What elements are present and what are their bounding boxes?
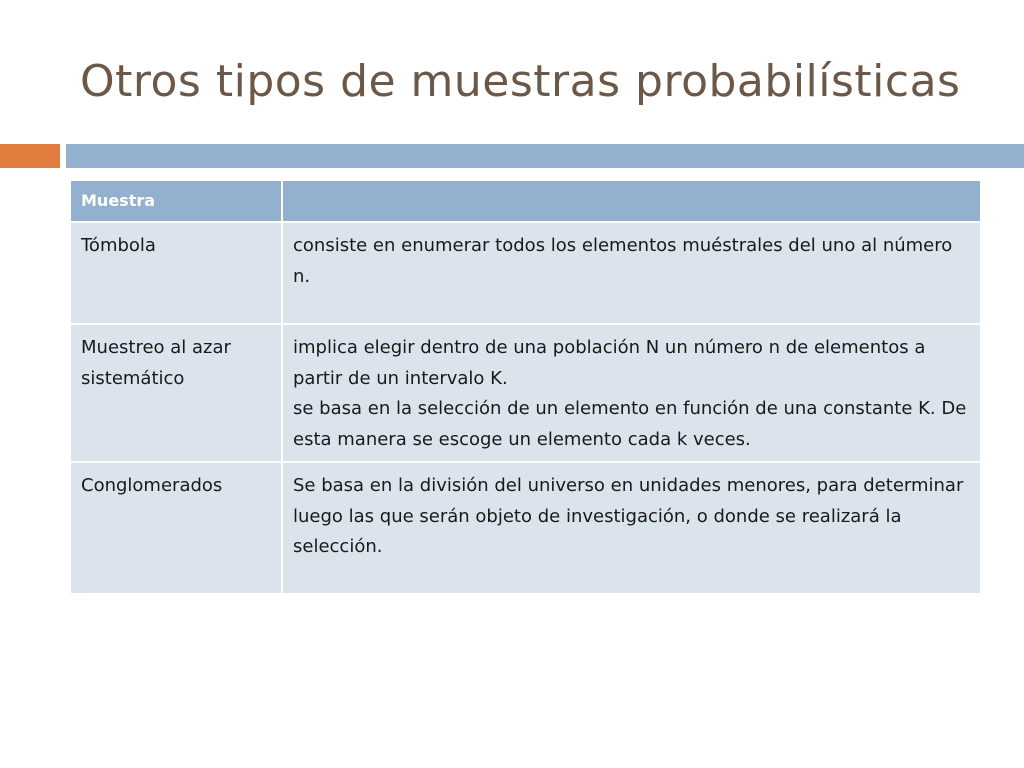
table-header-row <box>70 180 981 222</box>
table-row <box>70 324 981 462</box>
row-label: Tómbola <box>70 222 282 324</box>
description-line: Se basa en la división del universo en unidades menores, para determinar luego las que serán objeto de investigación, o donde se realizará la selección. <box>293 475 964 557</box>
row-description <box>282 324 981 462</box>
table-header-muestra: Muestra <box>70 180 282 222</box>
table-row <box>70 222 981 324</box>
row-description <box>282 462 981 594</box>
title-accent-bar-orange <box>0 144 60 168</box>
slide-title: Otros tipos de muestras probabilísticas <box>80 56 961 107</box>
table-header-description <box>282 180 981 222</box>
row-label: Muestreo al azar sistemático <box>70 324 282 462</box>
row-description <box>282 222 981 324</box>
table-row <box>70 462 981 594</box>
title-accent-bar-blue <box>66 144 1024 168</box>
description-line: implica elegir dentro de una población N un número n de elementos a partir de un intervalo K. <box>293 337 926 389</box>
sampling-types-table <box>69 179 982 595</box>
description-line: consiste en enumerar todos los elementos muéstrales del uno al número n. <box>293 235 953 287</box>
row-label: Conglomerados <box>70 462 282 594</box>
description-line: se basa en la selección de un elemento en función de una constante K. De esta manera se escoge un elemento cada k veces. <box>293 398 967 450</box>
